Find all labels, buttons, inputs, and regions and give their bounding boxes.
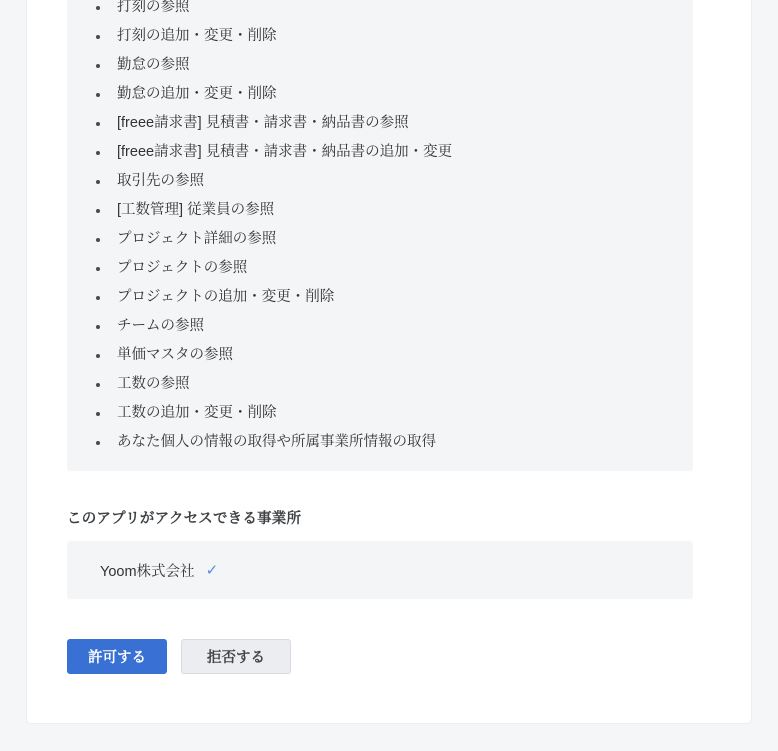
company-name: Yoom株式会社 xyxy=(100,564,195,580)
list-item: プロジェクトの参照 xyxy=(67,254,693,283)
list-item: プロジェクトの追加・変更・削除 xyxy=(67,283,693,312)
list-item: 工数の参照 xyxy=(67,370,693,399)
check-icon: ✓ xyxy=(205,562,219,579)
list-item: あなた個人の情報の取得や所属事業所情報の取得 xyxy=(67,428,693,457)
list-item: [freee請求書] 見積書・請求書・納品書の参照 xyxy=(67,109,693,138)
list-item: [工数管理] 従業員の参照 xyxy=(67,196,693,225)
action-buttons xyxy=(67,639,291,674)
list-item: 勤怠の追加・変更・削除 xyxy=(67,80,693,109)
permission-list-panel xyxy=(67,0,693,471)
list-item: 単価マスタの参照 xyxy=(67,341,693,370)
list-item: 工数の追加・変更・削除 xyxy=(67,399,693,428)
deny-button[interactable]: 拒否する xyxy=(181,639,291,674)
company-row xyxy=(100,560,218,581)
company-box xyxy=(67,541,693,599)
list-item: プロジェクト詳細の参照 xyxy=(67,225,693,254)
list-item: 打刻の追加・変更・削除 xyxy=(67,22,693,51)
allow-button[interactable]: 許可する xyxy=(67,639,167,674)
authorization-card xyxy=(27,0,751,723)
list-item: 取引先の参照 xyxy=(67,167,693,196)
permission-list xyxy=(67,0,693,457)
list-item: チームの参照 xyxy=(67,312,693,341)
accessible-offices-title: このアプリがアクセスできる事業所 xyxy=(67,511,302,527)
list-item: 打刻の参照 xyxy=(67,0,693,22)
list-item: [freee請求書] 見積書・請求書・納品書の追加・変更 xyxy=(67,138,693,167)
list-item: 勤怠の参照 xyxy=(67,51,693,80)
